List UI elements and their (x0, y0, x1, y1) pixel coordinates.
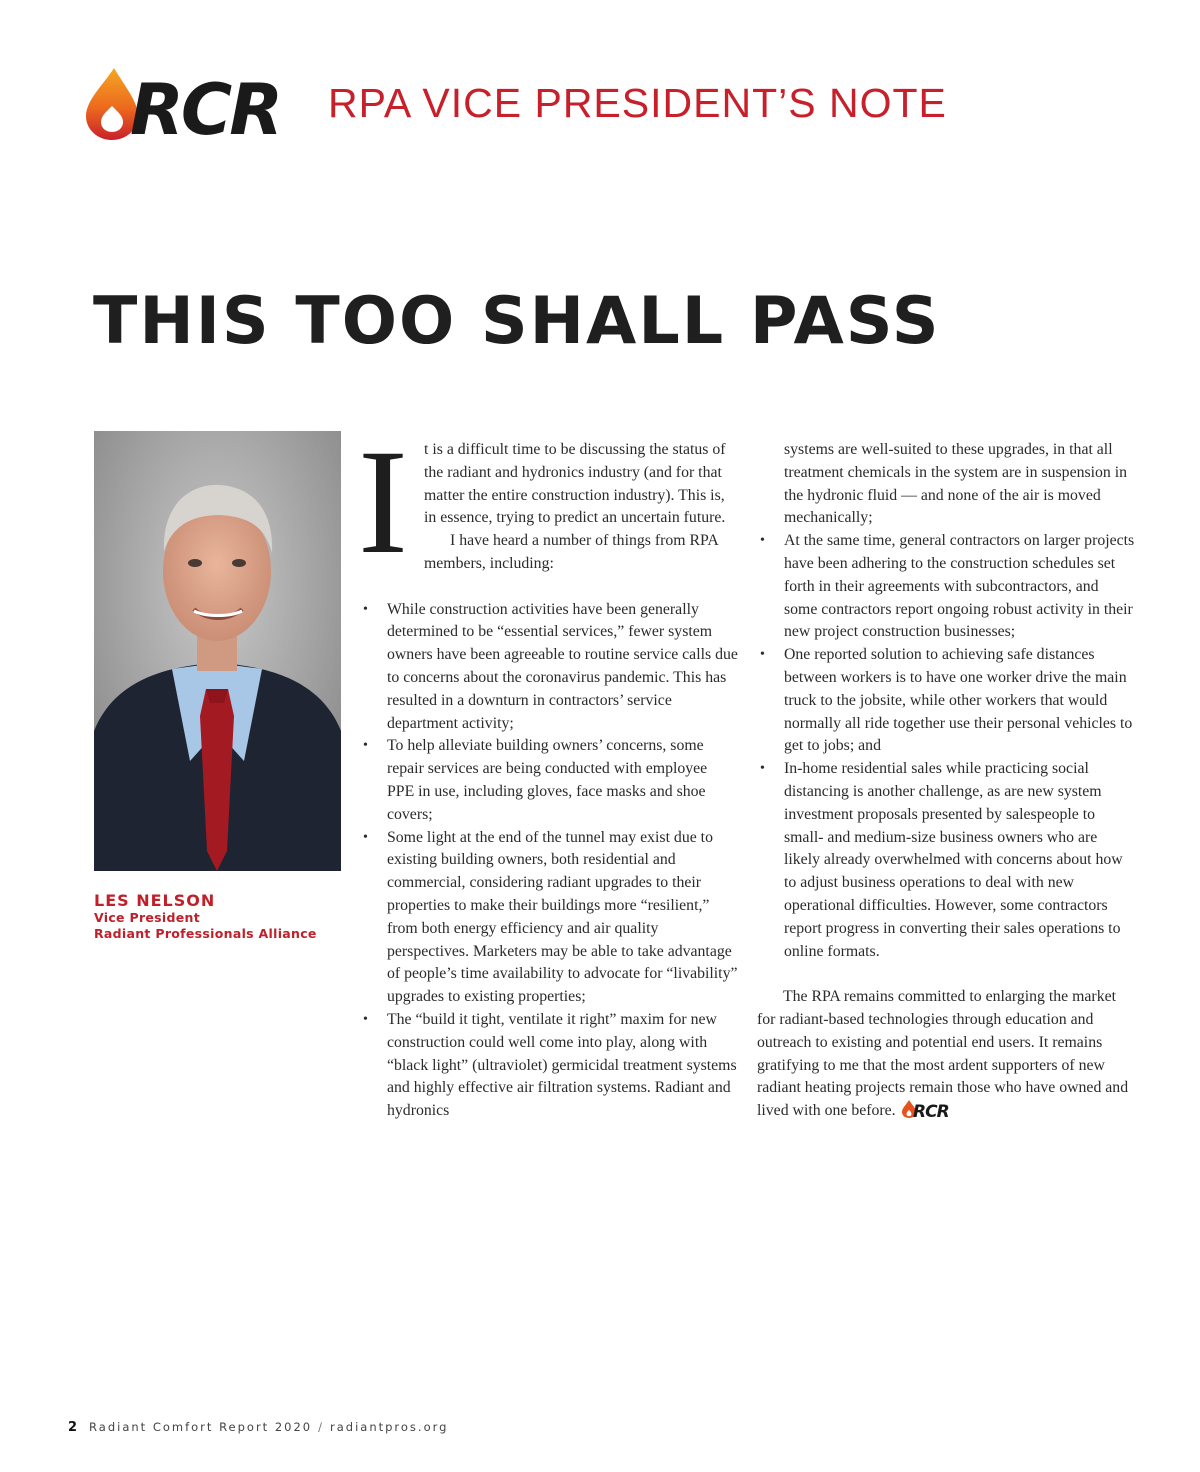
rcr-logo (84, 66, 296, 140)
bullet-list (360, 599, 738, 1123)
drop-cap: I (358, 419, 408, 585)
author-photo (94, 431, 341, 871)
page-footer (68, 1420, 448, 1435)
footer-separator: / (318, 1420, 324, 1434)
list-item: • The “build it tight, ventilate it right” maxim for new construction could well come into play, along with “black light” (ultraviolet) germicidal treatment systems and highly effective air filtration systems. Radiant and hydronics (360, 1009, 738, 1123)
author-title: Vice President (94, 910, 201, 925)
article-column-2 (757, 439, 1135, 1123)
closing-text: The RPA remains committed to enlarging the market for radiant-based technologies through education and outreach to existing and potential end users. It remains gratifying to me that the most ardent supporters of new radiant heating projects remain those who have owned and lived with one before. (757, 988, 1129, 1120)
website-link[interactable]: radiantpros.org (330, 1420, 449, 1434)
list-item: • Some light at the end of the tunnel may exist due to existing building owners, both residential and commercial, considering radiant upgrades to their properties to make their buildings more “resilient,” from both energy efficiency and air quality perspectives. Marketers may be able to take advantage of people’s time availability to advocate for “livability” upgrades to existing properties; (360, 827, 738, 1009)
list-item: • One reported solution to achieving safe distances between workers is to have one worker drive the main truck to the jobsite, while other workers that would normally all ride together use their personal vehicles to get to jobs; and (757, 644, 1135, 758)
list-item: • While construction activities have been generally determined to be “essential services,” fewer system owners have been agreeable to routine service calls due to concerns about the coronavirus pandemic. This has resulted in a downturn in contractors’ service department activity; (360, 599, 738, 736)
author-name: LES NELSON (94, 891, 216, 910)
author-organization: Radiant Professionals Alliance (94, 926, 317, 941)
intro-text: t is a difficult time to be discussing the status of the radiant and hydronics industry (and for that matter the entire construction industry). This is, in essence, trying to predict an uncertain future. (424, 441, 726, 527)
article-headline: THIS TOO SHALL PASS (93, 284, 941, 359)
logo-text: RCR (130, 69, 281, 140)
end-mark-logo (902, 1100, 954, 1118)
list-item: systems are well-suited to these upgrades, in that all treatment chemicals in the system are in suspension in the hydronic fluid — and none of the air is moved mechanically; (784, 441, 1128, 527)
list-item: • In-home residential sales while practicing social distancing is another challenge, as are new system investment proposals presented by salespeople to small- and medium-size business owners who are likely already overwhelmed with concerns about how to adjust business operations to deal with new operational difficulties. However, some contractors report progress in converting their sales operations to online formats. (757, 758, 1135, 963)
closing-paragraph (757, 986, 1135, 1123)
list-item: • At the same time, general contractors on larger projects have been adhering to the construction schedules set forth in their agreements with subcontractors, and some contractors report ongoing robust activity in their new project construction businesses; (757, 530, 1135, 644)
page-number: 2 (68, 1420, 78, 1435)
article-column-1 (358, 419, 738, 1123)
section-title: RPA VICE PRESIDENT’S NOTE (328, 80, 947, 126)
bullet-list-continued (757, 439, 1135, 963)
list-item: • To help alleviate building owners’ concerns, some repair services are being conducted with employee PPE in use, including gloves, face masks and shoe covers; (360, 735, 738, 826)
end-mark-text: RCR (912, 1102, 949, 1119)
publication-name: Radiant Comfort Report 2020 (89, 1420, 313, 1434)
lead-in-paragraph: I have heard a number of things from RPA members, including: (424, 532, 718, 572)
author-caption (94, 891, 317, 942)
